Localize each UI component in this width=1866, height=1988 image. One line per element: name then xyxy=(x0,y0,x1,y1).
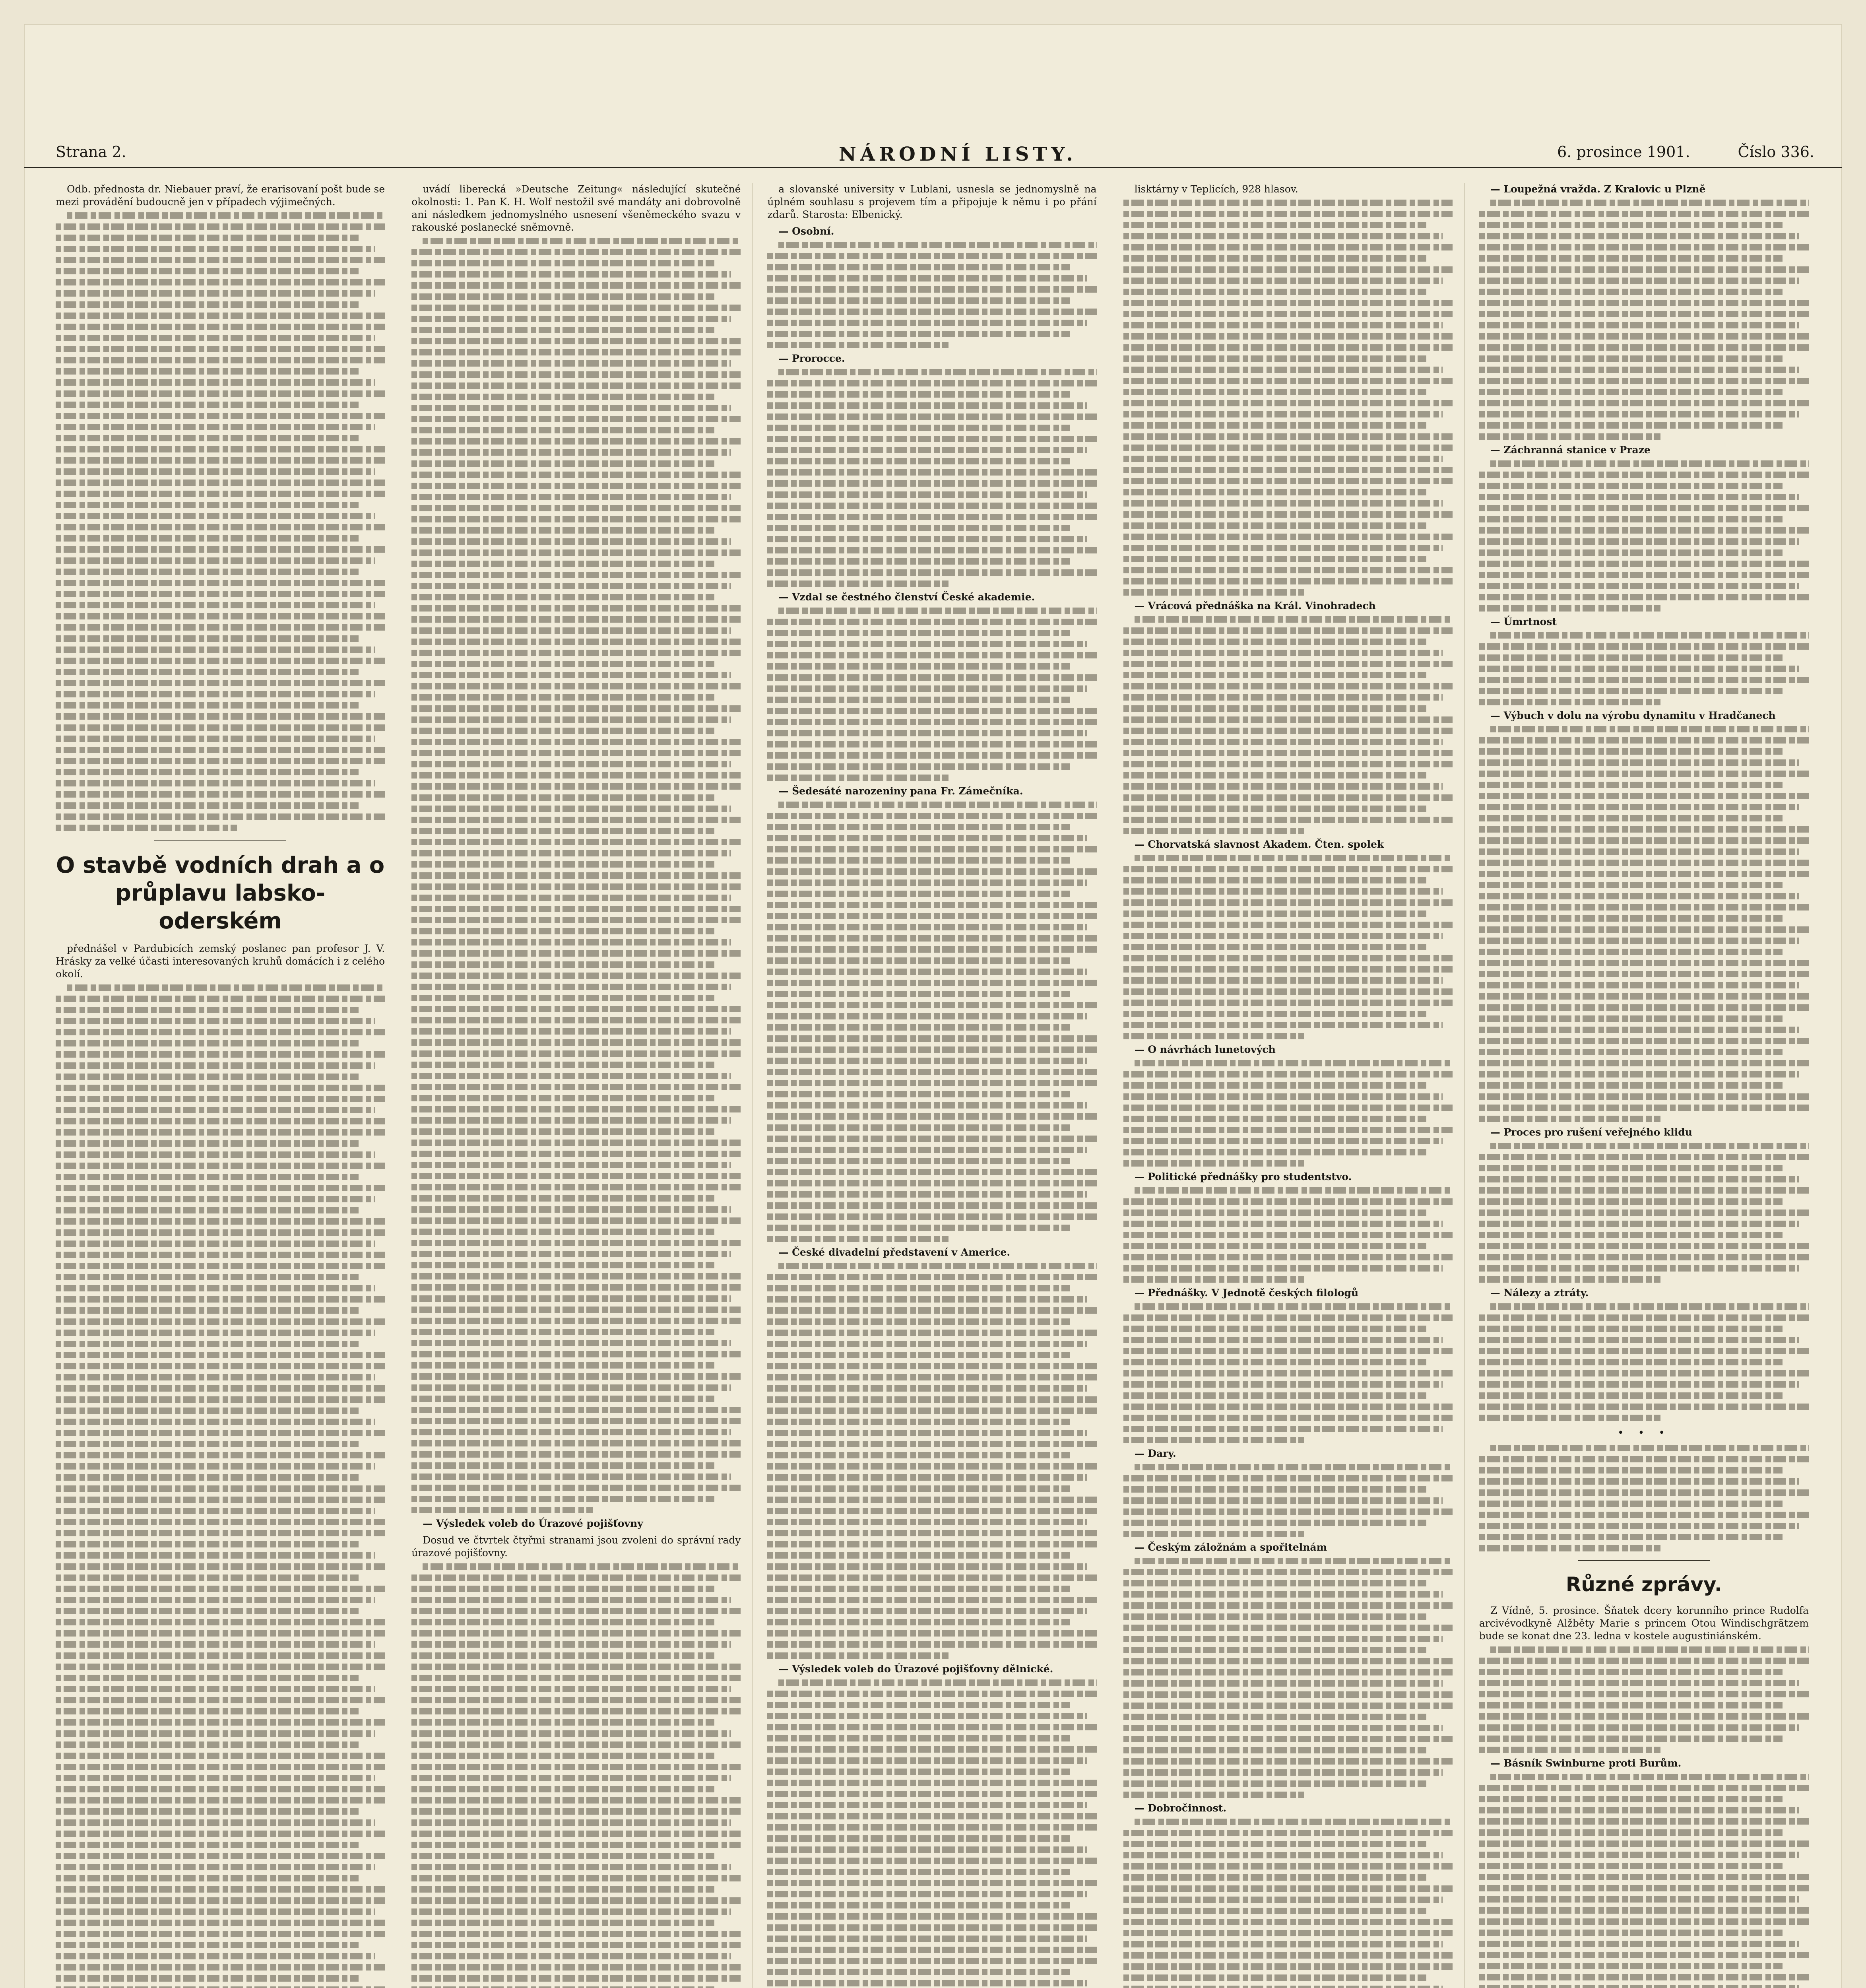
news-item-heading: — Nálezy a ztráty. xyxy=(1490,1287,1589,1299)
news-item-heading: — Proces pro rušení veřejného klidu xyxy=(1490,1126,1692,1138)
masthead xyxy=(24,143,1842,168)
news-item-heading: — Záchranná stanice v Praze xyxy=(1490,444,1651,456)
column-3 xyxy=(767,183,1109,1988)
separator-ornament: • • • xyxy=(1618,1427,1670,1439)
column-1-opening: Odb. přednosta dr. Niebauer praví, že erarisovaní pošt bude se mezi provádění budoucně jen v případech výjimečných. xyxy=(56,183,385,208)
column-3-opening: a slovanské university v Lublani, usnesla se jednomyslně na úplném souhlasu s projevem tím a připojuje k němu i po přání zdarů. Starosta: Elbenický. xyxy=(767,183,1097,220)
news-item-heading: — Dary. xyxy=(1134,1448,1176,1459)
newspaper-page xyxy=(24,24,1842,1988)
newspaper-title: NÁRODNÍ LISTY. xyxy=(839,143,1077,165)
news-item-heading: — Výsledek voleb do Úrazové pojišťovny xyxy=(423,1518,643,1529)
news-item-body: Z Vídně, 5. prosince. Šňatek dcery korunního prince Rudolfa arcivévodkyně Alžběty Marie s princem Otou Windischgrätzem bude se konat dne 23. ledna v kostele augustiniánském. xyxy=(1479,1604,1809,1642)
divider xyxy=(154,840,286,841)
masthead-right xyxy=(1557,143,1814,161)
news-item-heading: — Vzdal se čestného členství České akademie. xyxy=(778,591,1035,603)
divider xyxy=(1578,1560,1710,1561)
issue-number: Číslo 336. xyxy=(1738,143,1814,161)
news-item-heading: — Výsledek voleb do Úrazové pojišťovny dělnické. xyxy=(778,1663,1053,1675)
column-4-opening: lisktárny v Teplicích, 928 hlasov. xyxy=(1134,183,1298,195)
news-item-heading: — České divadelní představení v Americe. xyxy=(778,1246,1011,1258)
news-item-heading: — Politické přednášky pro studentstvo. xyxy=(1134,1171,1352,1182)
article-heading: O stavbě vodních drah a o průplavu labsko-oderském xyxy=(56,852,385,934)
column-1 xyxy=(56,183,397,1988)
section-heading: Různé zprávy. xyxy=(1565,1573,1722,1596)
issue-date: 6. prosince 1901. xyxy=(1557,143,1690,161)
news-item-heading: — Osobní. xyxy=(778,225,834,237)
news-item-body: Dosud ve čtvrtek čtyřmi stranami jsou zvoleni do správní rady úrazové pojišťovny. xyxy=(411,1534,741,1559)
column-2-opening: uvádí liberecká »Deutsche Zeitung« následující skutečné okolnosti: 1. Pan K. H. Wolf nestožil své mandáty ani dobrovolně ani následkem jednomyslného usnesení všeněmeckého svazu v rakouské poslanecké sněmovně. xyxy=(411,183,741,233)
columns xyxy=(56,183,1821,1988)
news-item-heading: — Českým záložnám a spořitelnám xyxy=(1134,1541,1327,1553)
news-item-heading: — Vrácová přednáška na Král. Vinohradech xyxy=(1134,600,1376,612)
news-item-heading: — O návrhách lunetových xyxy=(1134,1044,1276,1055)
news-item-heading: — Šedesáté narozeniny pana Fr. Zámečníka. xyxy=(778,785,1023,797)
column-4 xyxy=(1123,183,1465,1988)
news-item-heading: — Básník Swinburne proti Burům. xyxy=(1490,1757,1682,1769)
news-item-heading: — Výbuch v dolu na výrobu dynamitu v Hradčanech xyxy=(1490,710,1776,721)
page-number: Strana 2. xyxy=(56,143,126,161)
news-item-heading: — Chorvatská slavnost Akadem. Čten. spolek xyxy=(1134,839,1384,850)
column-5 xyxy=(1479,183,1821,1988)
article-lead: přednášel v Pardubicích zemský poslanec pan profesor J. V. Hrásky za velké účasti interesovaných kruhů domácích i z celého okolí. xyxy=(56,943,385,980)
news-item-heading: — Přednášky. V Jednotě českých filologů xyxy=(1134,1287,1359,1299)
news-item-heading: — Loupežná vražda. Z Kralovic u Plzně xyxy=(1490,183,1706,195)
column-2 xyxy=(411,183,753,1988)
news-item-heading: — Dobročinnost. xyxy=(1134,1802,1227,1814)
news-item-heading: — Úmrtnost xyxy=(1490,616,1557,627)
news-item-heading: — Prorocce. xyxy=(778,353,845,364)
